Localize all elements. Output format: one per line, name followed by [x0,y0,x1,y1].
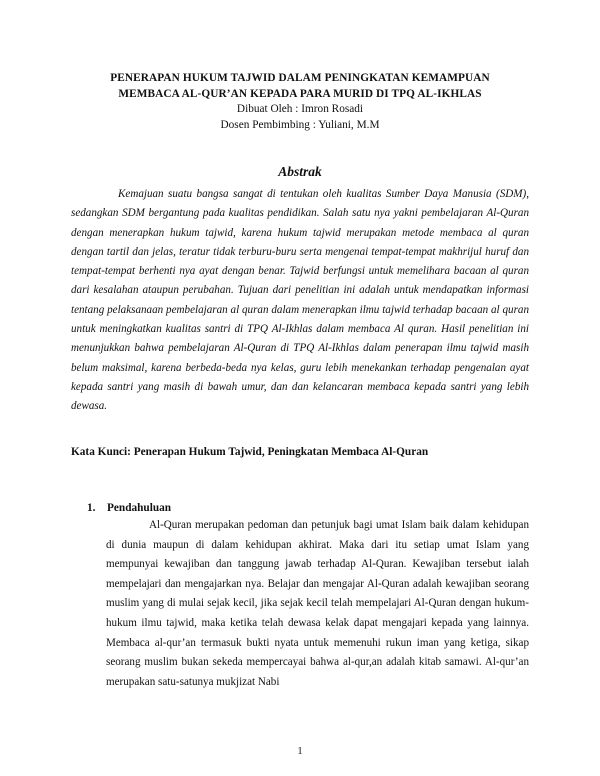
section-title: Pendahuluan [107,502,172,514]
section-number: 1. [87,502,96,514]
title-line-1: PENERAPAN HUKUM TAJWID DALAM PENINGKATAN KEMAMPUAN [110,72,490,84]
section-heading [87,502,171,514]
section-body: Al-Quran merupakan pedoman dan petunjuk bagi umat Islam baik dalam kehidupan di dunia maupun di dalam kehidupan akhirat. Maka dari itu setiap umat Islam yang mempunyai kewajiban dan tanggung jawab terhadap Al-Quran. Kewajiban tersebut ialah mempelajari dan mengajarkan nya. Belajar dan mengajar Al-Quran adalah kewajiban seorang muslim yang di mulai sejak kecil, jika sejak kecil telah mempelajari Al-Quran dengan hukum-hukum ilmu tajwid, maka ketika telah dewasa kelak dapat mengajari kepada yang lainnya. Membaca al-qur’an termasuk bukti nyata untuk memenuhi rukun iman yang ketiga, sikap seorang muslim bukan sekeda mempercayai bahwa al-qur,an adalah kitab samawi. Al-qur’an merupakan satu-satunya mukjizat Nabi [106,519,529,688]
abstract-heading: Abstrak [278,164,322,179]
title-line-2: MEMBACA AL-QUR’AN KEPADA PARA MURID DI TPQ AL-IKHLAS [118,88,482,100]
author-line: Dibuat Oleh : Imron Rosadi [236,103,364,115]
page-number: 1 [297,746,303,757]
supervisor-line: Dosen Pembimbing : Yuliani, M.M [220,119,380,131]
paper-title [60,70,540,102]
keywords: Kata Kunci: Penerapan Hukum Tajwid, Peningkatan Membaca Al-Quran [71,446,429,458]
abstract-body: Kemajuan suatu bangsa sangat di tentukan oleh kualitas Sumber Daya Manusia (SDM), sedangkan SDM bergantung pada kualitas pendidikan. Salah satu nya yakni pembelajaran Al-Quran dengan menerapkan hukum tajwid, karena hukum tajwid merupakan metode membaca al quran dengan tartil dan jelas, teratur tidak terburu-buru serta mengenai tempat-tempat makhrijul huruf dan tempat-tempat berhenti nya ayat dengan benar. Tajwid berfungsi untuk memelihara bacaan al quran dari kesalahan ataupun perubahan. Tujuan dari penelitian ini adalah untuk mendapatkan informasi tentang pelaksanaan pembelajaran al quran dalam menerapkan ilmu tajwid terhadap bacaan al quran untuk meningkatkan kualitas santri di TPQ Al-Ikhlas dalam membaca Al quran. Hasil penelitian ini menunjukkan bahwa pembelajaran Al-Quran di TPQ Al-Ikhlas dalam penerapan ilmu tajwid masih belum maksimal, karena berbeda-beda nya kelas, guru lebih menekankan terhadap pengenalan ayat kepada santri yang masih di bawah umur, dan dan kelancaran membaca kepada santri yang lebih dewasa. [71,188,529,413]
